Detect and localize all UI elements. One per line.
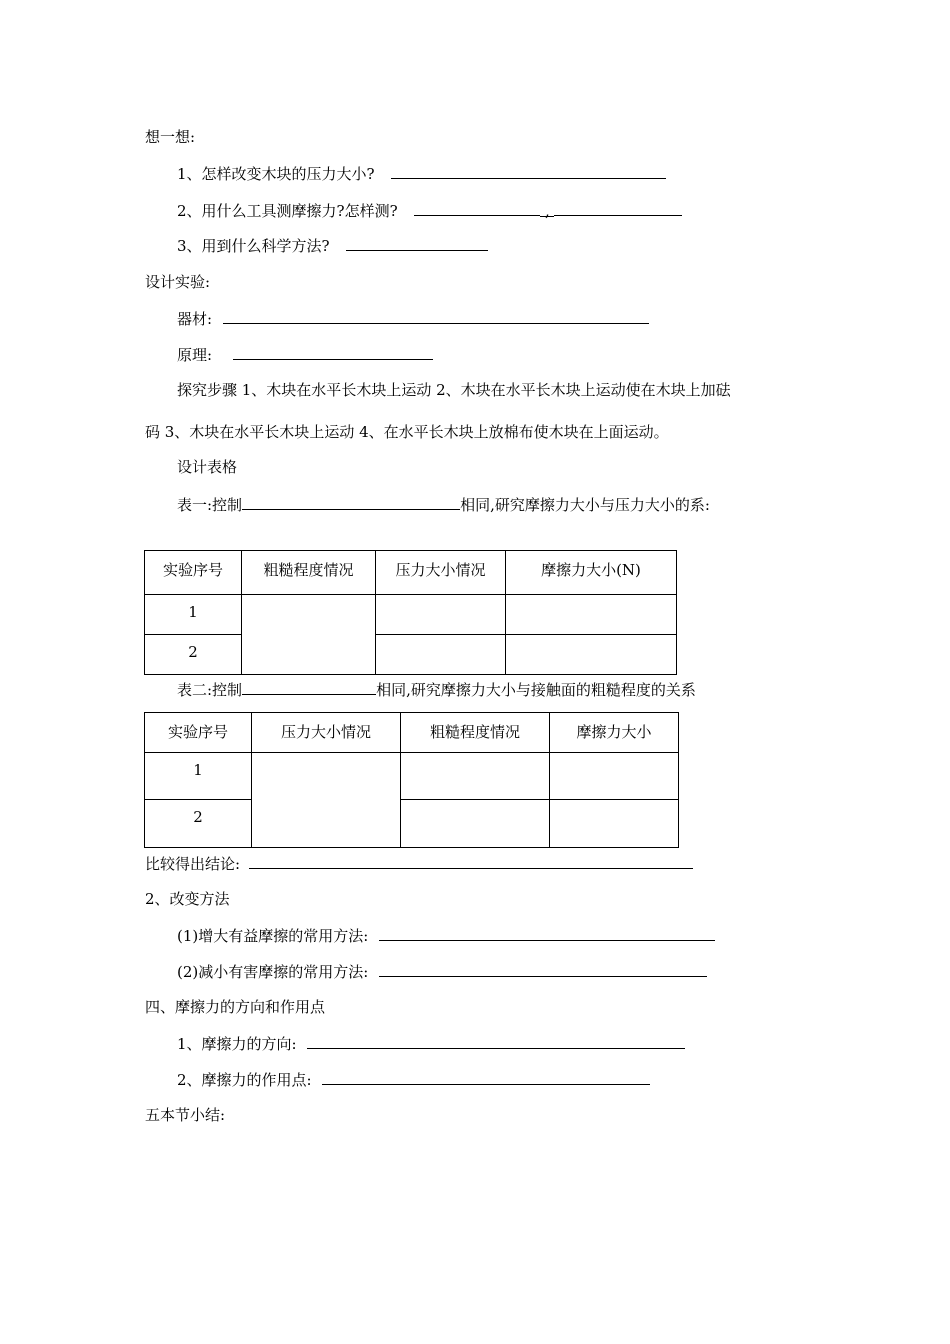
table1-header-cell: 粗糙程度情况 [242, 551, 376, 595]
question-1 [177, 163, 666, 184]
table1-cell-friction[interactable] [506, 595, 677, 635]
design-heading: 设计实验: [145, 273, 211, 291]
table1-cell-roughness[interactable] [242, 595, 376, 675]
point-label: 2、摩擦力的作用点: [177, 1071, 312, 1089]
increase-blank[interactable] [379, 925, 715, 941]
table1-row-index: 1 [145, 595, 242, 635]
principle-blank[interactable] [233, 344, 433, 360]
table2-caption-prefix: 表二:控制 [177, 681, 243, 699]
answer-blank-2a[interactable] [414, 200, 540, 216]
table2-row-index: 1 [145, 753, 252, 800]
answer-blank-1[interactable] [391, 163, 666, 179]
answer-blank-3[interactable] [346, 235, 488, 251]
section4-heading: 四、摩擦力的方向和作用点 [145, 998, 326, 1016]
table2-cell-friction[interactable] [550, 800, 679, 848]
table1-caption-prefix: 表一:控制 [177, 496, 243, 514]
table2-cell-pressure[interactable] [252, 753, 401, 848]
table2-control-blank[interactable] [242, 679, 376, 695]
table-row [145, 595, 677, 635]
table1 [144, 550, 677, 675]
direction-blank[interactable] [307, 1033, 685, 1049]
question-2-text: 2、用什么工具测摩擦力?怎样测? [177, 202, 398, 220]
table1-caption [177, 494, 710, 515]
question-3-text: 3、用到什么科学方法? [177, 237, 330, 255]
answer-blank-2-separator: , [540, 201, 554, 217]
steps-line-2: 码 3、木块在水平长木块上运动 4、在水平长木块上放棉布使木块在上面运动。 [145, 423, 669, 441]
point-line [177, 1069, 650, 1090]
change-heading: 2、改变方法 [145, 890, 230, 908]
think-heading: 想一想: [145, 128, 196, 146]
conclusion-label: 比较得出结论: [145, 855, 241, 873]
table1-header-cell: 压力大小情况 [376, 551, 506, 595]
principle-line [177, 344, 433, 365]
table2-cell-roughness[interactable] [401, 800, 550, 848]
conclusion-blank[interactable] [249, 853, 693, 869]
table1-header-cell: 实验序号 [145, 551, 242, 595]
table1-control-blank[interactable] [242, 494, 460, 510]
question-3 [177, 235, 488, 256]
table1-cell-pressure[interactable] [376, 595, 506, 635]
answer-blank-2b[interactable] [554, 200, 682, 216]
equipment-label: 器材: [177, 310, 213, 328]
table2-header-cell: 压力大小情况 [252, 713, 401, 753]
steps-line-1: 探究步骤 1、木块在水平长木块上运动 2、木块在水平长木块上运动使在木块上加砝 [177, 381, 731, 399]
decrease-blank[interactable] [379, 961, 707, 977]
table1-cell-friction[interactable] [506, 635, 677, 675]
table1-header-cell: 摩擦力大小(N) [506, 551, 677, 595]
table2-cell-roughness[interactable] [401, 753, 550, 800]
table2 [144, 712, 679, 848]
conclusion-line [145, 853, 693, 874]
increase-label: (1)增大有益摩擦的常用方法: [177, 927, 369, 945]
table1-caption-suffix: 相同,研究摩擦力大小与压力大小的系: [460, 496, 710, 514]
table-row [145, 635, 677, 675]
principle-label: 原理: [177, 346, 213, 364]
summary-heading: 五本节小结: [145, 1106, 226, 1124]
point-blank[interactable] [322, 1069, 650, 1085]
table2-caption [177, 679, 696, 700]
table-design-heading: 设计表格 [177, 458, 238, 476]
decrease-label: (2)减小有害摩擦的常用方法: [177, 963, 369, 981]
question-1-text: 1、怎样改变木块的压力大小? [177, 165, 375, 183]
increase-line [177, 925, 715, 946]
table2-row-index: 2 [145, 800, 252, 848]
table1-cell-pressure[interactable] [376, 635, 506, 675]
direction-label: 1、摩擦力的方向: [177, 1035, 297, 1053]
equipment-line [177, 308, 649, 329]
equipment-blank[interactable] [223, 308, 649, 324]
table2-header-cell: 摩擦力大小 [550, 713, 679, 753]
decrease-line [177, 961, 707, 982]
table2-header-cell: 粗糙程度情况 [401, 713, 550, 753]
table-row [145, 800, 679, 848]
table1-row-index: 2 [145, 635, 242, 675]
table2-header-cell: 实验序号 [145, 713, 252, 753]
table2-cell-friction[interactable] [550, 753, 679, 800]
table2-caption-suffix: 相同,研究摩擦力大小与接触面的粗糙程度的关系 [376, 681, 696, 699]
direction-line [177, 1033, 685, 1054]
question-2 [177, 200, 682, 221]
table-row [145, 753, 679, 800]
